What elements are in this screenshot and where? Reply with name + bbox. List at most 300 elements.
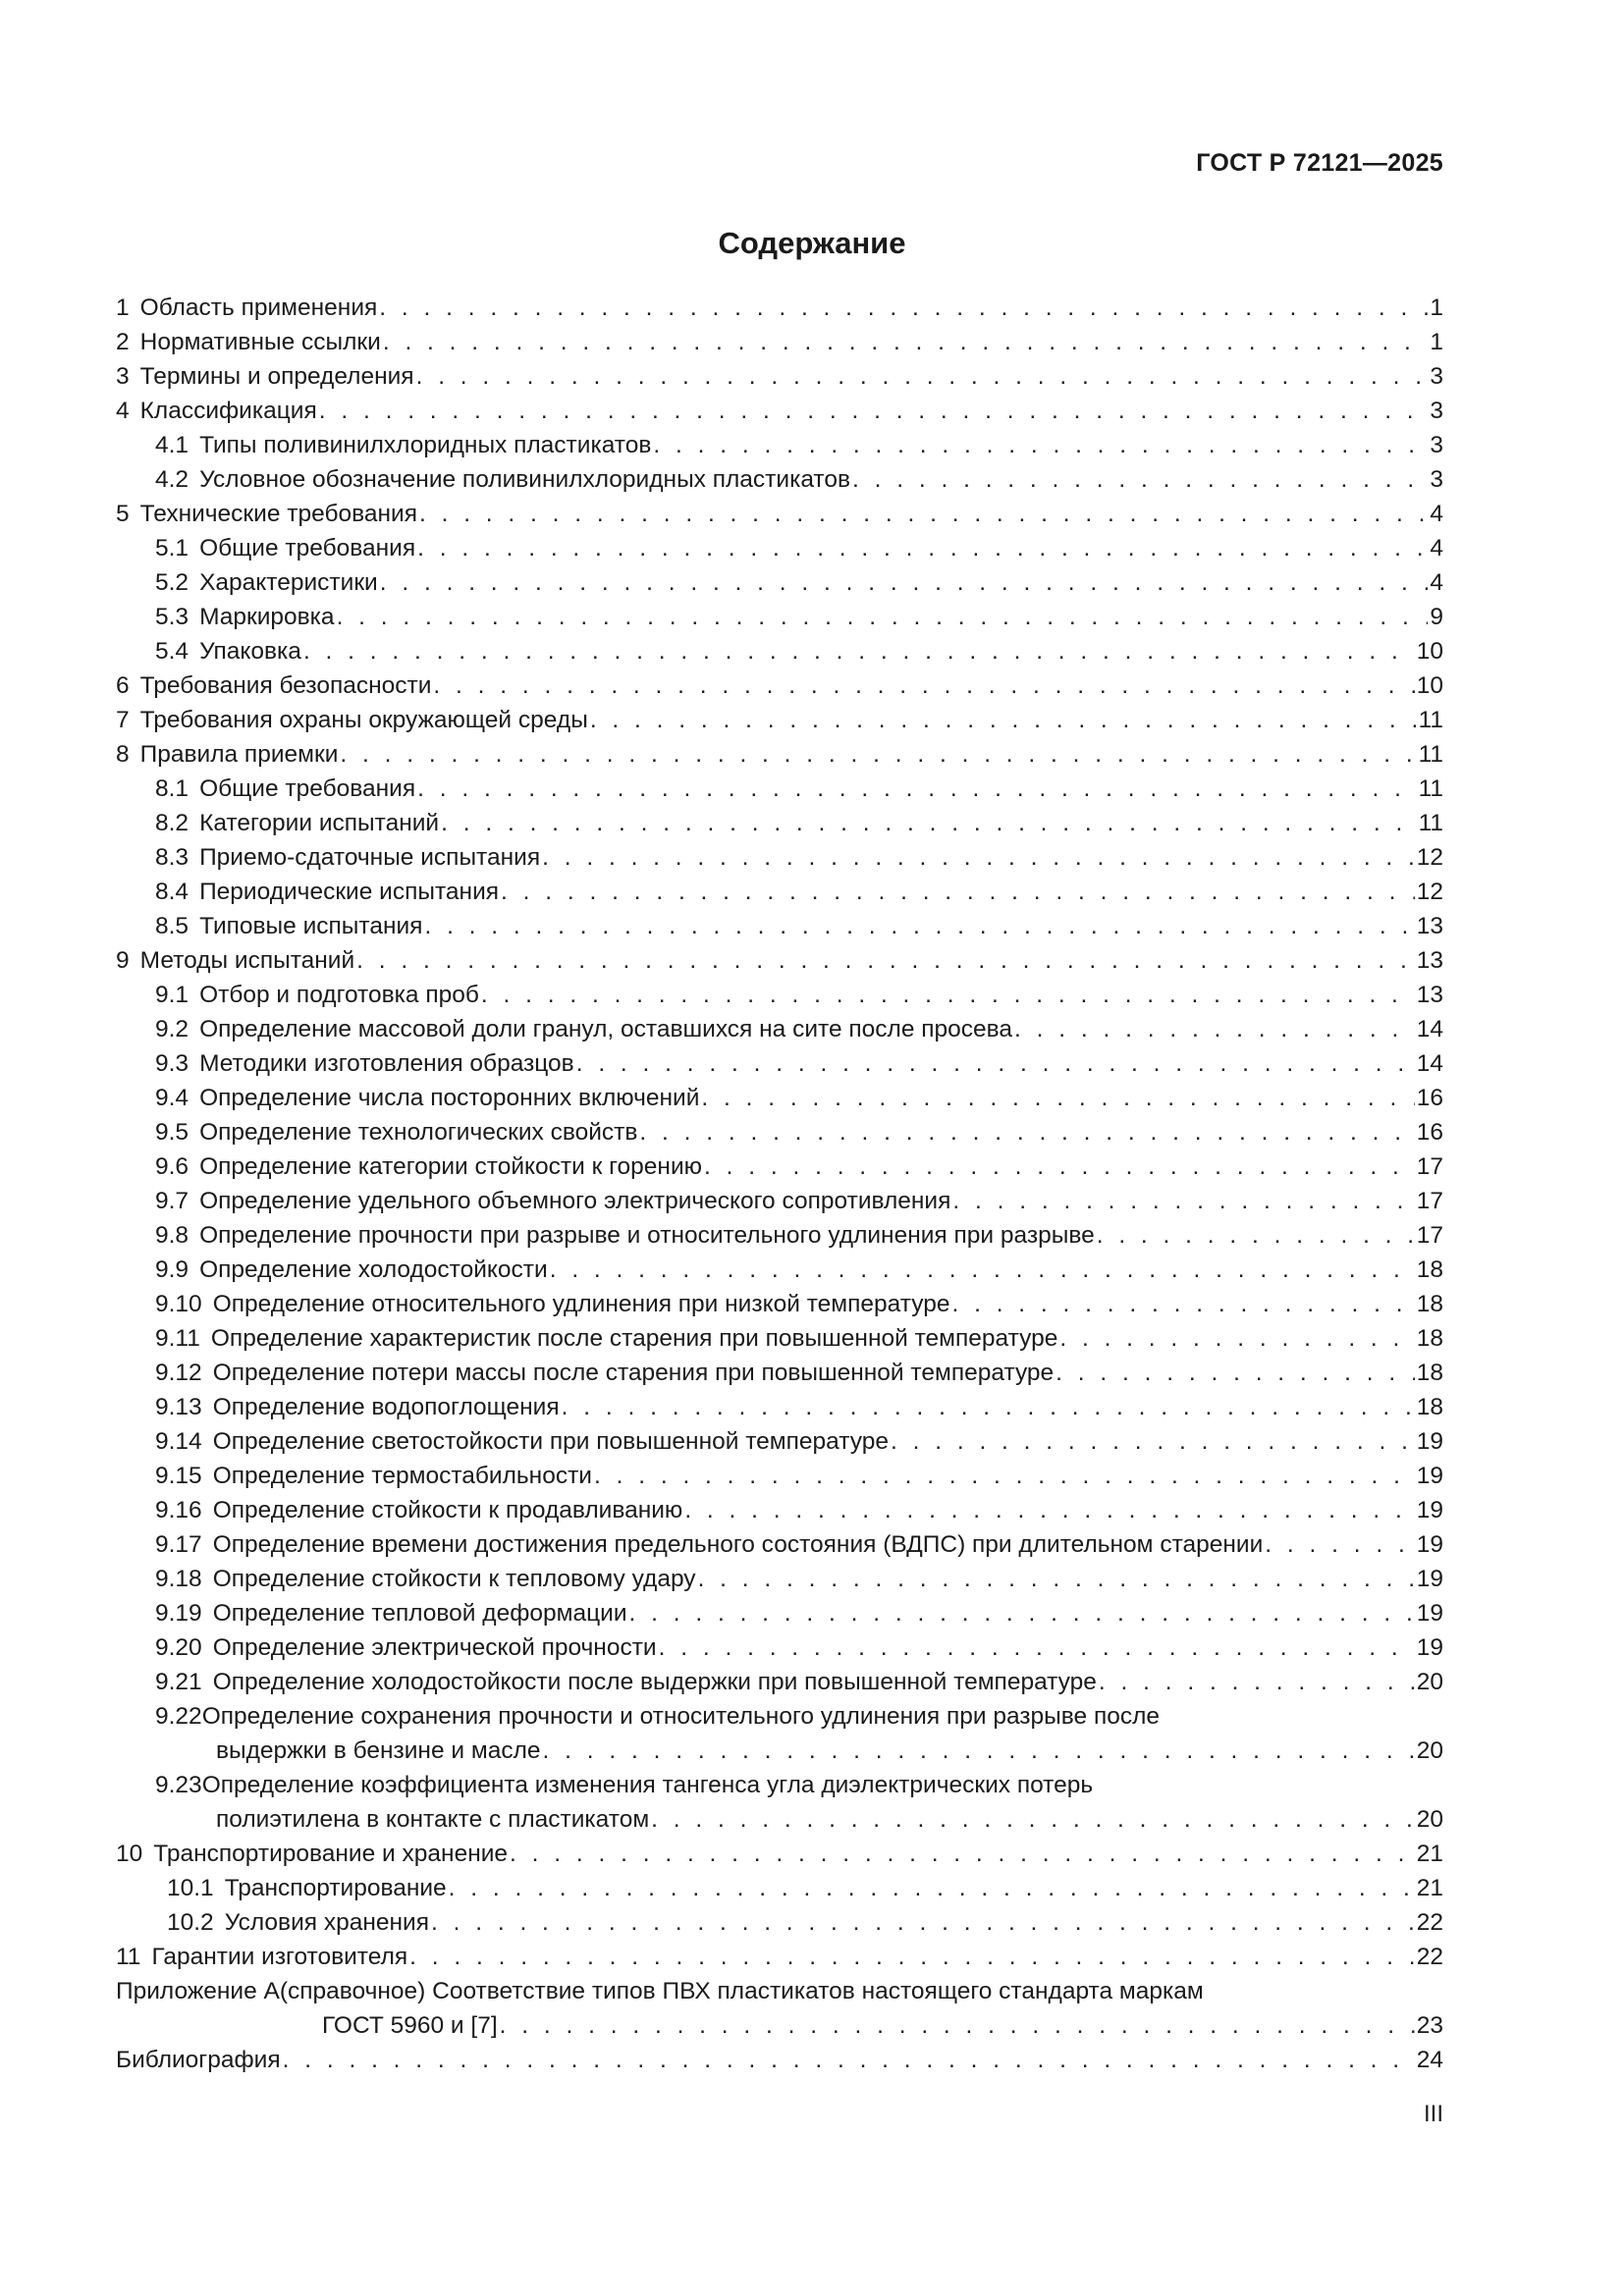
toc-entry-page: 19 — [1416, 1600, 1443, 1627]
toc-entry-label — [155, 1046, 574, 1081]
dot-leader — [380, 565, 1429, 600]
toc-entry[interactable] — [116, 1012, 1443, 1046]
toc-entry-title: Характеристики — [199, 569, 378, 596]
toc-entry-title: Категории испытаний — [199, 810, 440, 836]
toc-entry-number: 9.17 — [155, 1531, 202, 1558]
toc-entry-label — [155, 1184, 950, 1218]
toc-entry-continuation[interactable] — [116, 1802, 1443, 1837]
toc-entry-label — [155, 1115, 637, 1149]
toc-entry[interactable] — [116, 1665, 1443, 1699]
toc-entry-label — [155, 1321, 1057, 1356]
toc-entry-label — [155, 1527, 1263, 1562]
dot-leader — [417, 772, 1416, 806]
toc-entry[interactable] — [116, 1527, 1443, 1562]
toc-entry-number: 9.13 — [155, 1394, 202, 1420]
toc-entry-page: 14 — [1416, 1050, 1443, 1077]
toc-entry-title: Определение массовой доли гранул, оставшихся на сите после просева — [199, 1016, 1013, 1042]
toc-entry-number: 9.10 — [155, 1291, 202, 1317]
dot-leader — [449, 1871, 1415, 1905]
toc-entry-title: Классификация — [139, 398, 317, 424]
toc-entry[interactable] — [116, 428, 1443, 462]
toc-entry-title: Определение водопоглощения — [212, 1394, 560, 1420]
toc-entry-label — [155, 531, 415, 565]
toc-entry[interactable] — [116, 703, 1443, 737]
dot-leader — [417, 531, 1428, 565]
toc-entry[interactable] — [116, 359, 1443, 394]
toc-entry-number: 5.1 — [155, 535, 189, 561]
toc-entry-label — [155, 634, 301, 668]
toc-entry-page: 19 — [1416, 1497, 1443, 1523]
dot-leader — [562, 1390, 1415, 1424]
dot-leader — [659, 1630, 1415, 1665]
toc-entry[interactable] — [116, 1115, 1443, 1149]
toc-entry[interactable] — [116, 1905, 1443, 1940]
toc-entry-title: Определение времени достижения предельного состояния (ВДПС) при длительном старении — [212, 1531, 1264, 1558]
toc-entry-title: Приемо-сдаточные испытания — [199, 844, 541, 871]
dot-leader — [852, 462, 1428, 497]
toc-entry-number: 1 — [116, 294, 130, 321]
toc-entry-page: 13 — [1416, 913, 1443, 939]
toc-entry-title: Библиография — [116, 2047, 281, 2073]
dot-leader — [542, 840, 1415, 875]
toc-entry-title: Область применения — [139, 294, 378, 321]
toc-entry-title: Маркировка — [199, 604, 335, 630]
toc-entry[interactable] — [116, 325, 1443, 359]
toc-entry-page: 12 — [1416, 879, 1443, 905]
dot-leader — [704, 1149, 1415, 1184]
toc-entry-page: 1 — [1430, 329, 1443, 355]
dot-leader — [1014, 1012, 1415, 1046]
toc-entry-page: 17 — [1416, 1222, 1443, 1249]
dot-leader — [594, 1459, 1415, 1493]
toc-entry[interactable] — [116, 600, 1443, 634]
toc-entry-number: 5 — [116, 501, 130, 527]
toc-entry-page: 17 — [1416, 1153, 1443, 1180]
dot-leader — [441, 806, 1416, 840]
toc-entry-title-continued: ГОСТ 5960 и [7] — [322, 2012, 498, 2039]
toc-entry-label — [155, 1012, 1012, 1046]
toc-entry-title: Технические требования — [139, 501, 417, 527]
toc-entry-title: Определение термостабильности — [212, 1463, 592, 1489]
toc-entry-label — [155, 1253, 548, 1287]
toc-entry-page: 20 — [1416, 1806, 1443, 1833]
toc-entry-title: Нормативные ссылки — [139, 329, 381, 355]
toc-entry-title: Определение тепловой деформации — [212, 1600, 627, 1627]
toc-entry-page: 4 — [1430, 501, 1443, 527]
toc-entry-title: Типы поливинилхлоридных пластикатов — [199, 432, 652, 458]
toc-entry-number: 9.15 — [155, 1463, 202, 1489]
toc-entry[interactable] — [116, 840, 1443, 875]
toc-entry[interactable] — [116, 1287, 1443, 1321]
toc-entry-label — [116, 2043, 281, 2077]
document-code: ГОСТ Р 72121—2025 — [1196, 149, 1443, 177]
toc-entry-continuation[interactable] — [116, 2008, 1443, 2043]
toc-entry-page: 19 — [1416, 1634, 1443, 1661]
toc-entry-page: 3 — [1430, 432, 1443, 458]
toc-entry[interactable] — [116, 1940, 1443, 1974]
toc-entry-number: 9.18 — [155, 1566, 202, 1592]
toc-entry-label — [155, 428, 651, 462]
toc-entry-number: 5.3 — [155, 604, 189, 630]
toc-entry-page: 19 — [1416, 1531, 1443, 1558]
table-of-contents — [116, 291, 1443, 2077]
toc-entry[interactable] — [116, 909, 1443, 943]
toc-entry[interactable] — [116, 291, 1443, 325]
toc-entry-page: 11 — [1418, 741, 1443, 768]
toc-entry-number: 9.22 — [155, 1703, 202, 1730]
dot-leader — [543, 1734, 1415, 1768]
toc-entry-page: 18 — [1416, 1325, 1443, 1352]
toc-entry-title-continued: выдержки в бензине и масле — [216, 1737, 541, 1764]
dot-leader — [684, 1493, 1414, 1527]
toc-entry-number: 9.16 — [155, 1497, 202, 1523]
toc-entry-number: 9.2 — [155, 1016, 189, 1042]
dot-leader — [1059, 1321, 1414, 1356]
dot-leader — [1099, 1665, 1415, 1699]
toc-entry-label — [155, 1596, 627, 1630]
toc-entry-page: 12 — [1416, 844, 1443, 871]
toc-entry-number: 9.9 — [155, 1256, 189, 1283]
toc-entry-label — [155, 1424, 889, 1459]
toc-entry-title: Определение характеристик после старения при повышенной температуре — [210, 1325, 1058, 1352]
toc-entry-page: 21 — [1416, 1841, 1443, 1867]
toc-entry-label — [116, 943, 354, 978]
dot-leader — [416, 359, 1429, 394]
toc-entry-label — [155, 1287, 949, 1321]
toc-entry-number: 9.3 — [155, 1050, 189, 1077]
toc-entry-title: Типовые испытания — [199, 913, 423, 939]
toc-entry[interactable] — [116, 875, 1443, 909]
toc-entry-title: Транспортирование и хранение — [153, 1841, 509, 1867]
toc-entry[interactable] — [116, 1356, 1443, 1390]
toc-entry[interactable] — [116, 1046, 1443, 1081]
toc-entry-title: Гарантии изготовителя — [151, 1944, 408, 1970]
toc-entry-title: Требования безопасности — [139, 672, 432, 699]
dot-leader — [1097, 1218, 1415, 1253]
toc-entry-page: 16 — [1416, 1085, 1443, 1111]
toc-entry-page: 23 — [1416, 2012, 1443, 2039]
toc-entry-label — [155, 1356, 1054, 1390]
dot-leader — [653, 428, 1428, 462]
toc-entry[interactable] — [116, 943, 1443, 978]
toc-entry[interactable] — [116, 1149, 1443, 1184]
toc-entry-page: 24 — [1416, 2047, 1443, 2073]
toc-entry-label — [155, 1665, 1097, 1699]
toc-entry[interactable] — [116, 668, 1443, 703]
dot-leader — [891, 1424, 1415, 1459]
toc-entry-label — [155, 875, 499, 909]
toc-entry-number: 4 — [116, 398, 130, 424]
toc-entry-title: Определение сохранения прочности и относительного удлинения при разрыве после — [201, 1703, 1161, 1730]
dot-leader — [303, 634, 1415, 668]
toc-entry-label — [155, 1493, 682, 1527]
dot-leader — [629, 1596, 1415, 1630]
toc-entry-label — [116, 325, 381, 359]
toc-entry[interactable] — [116, 1253, 1443, 1287]
toc-entry-page: 9 — [1430, 604, 1443, 630]
toc-entry-label — [116, 291, 377, 325]
toc-entry-label — [167, 1871, 447, 1905]
toc-entry-label — [116, 359, 414, 394]
dot-leader — [431, 1905, 1415, 1940]
toc-entry-label — [116, 1940, 407, 1974]
toc-entry-label — [155, 772, 415, 806]
dot-leader — [424, 909, 1414, 943]
dot-leader — [340, 737, 1416, 772]
dot-leader — [952, 1184, 1414, 1218]
toc-entry[interactable] — [116, 1218, 1443, 1253]
toc-entry-number: 9.19 — [155, 1600, 202, 1627]
toc-entry-label — [155, 600, 335, 634]
dot-leader — [337, 600, 1429, 634]
toc-entry-label — [155, 1218, 1095, 1253]
toc-entry-page: 18 — [1416, 1360, 1443, 1386]
toc-entry-number: Приложение А — [116, 1978, 280, 2004]
toc-entry-number: 9.11 — [155, 1325, 200, 1352]
toc-entry-number: 9.1 — [155, 982, 189, 1008]
toc-entry-label — [155, 1630, 657, 1665]
toc-entry-label — [155, 565, 378, 600]
toc-entry-label — [167, 1905, 429, 1940]
toc-entry-title-continued: полиэтилена в контакте с пластикатом — [216, 1806, 650, 1833]
toc-entry[interactable] — [116, 1321, 1443, 1356]
toc-entry-number: 4.1 — [155, 432, 189, 458]
toc-entry-page: 21 — [1416, 1875, 1443, 1901]
dot-leader — [433, 668, 1414, 703]
dot-leader — [576, 1046, 1415, 1081]
toc-entry[interactable] — [116, 634, 1443, 668]
toc-entry-number: 8.1 — [155, 775, 189, 802]
toc-entry-title: Определение холодостойкости — [199, 1256, 548, 1283]
toc-entry-number: 9.12 — [155, 1360, 202, 1386]
page-number: III — [1423, 2101, 1443, 2127]
dot-leader — [481, 978, 1415, 1012]
toc-entry-number: 9.14 — [155, 1428, 202, 1455]
toc-entry-title: Методы испытаний — [139, 947, 355, 974]
toc-entry-number: 9.21 — [155, 1669, 202, 1695]
toc-entry-page: 10 — [1416, 672, 1443, 699]
toc-entry-number: 9.20 — [155, 1634, 202, 1661]
toc-entry-number: 10.1 — [167, 1875, 214, 1901]
toc-entry-page: 19 — [1416, 1566, 1443, 1592]
toc-entry-title: Определение светостойкости при повышенной температуре — [212, 1428, 889, 1455]
toc-entry[interactable] — [116, 978, 1443, 1012]
toc-entry-page: 11 — [1418, 775, 1443, 802]
dot-leader — [379, 291, 1428, 325]
toc-entry-number: 7 — [116, 707, 130, 733]
toc-entry-page: 13 — [1416, 947, 1443, 974]
dot-leader — [651, 1802, 1415, 1837]
toc-entry-number: 11 — [116, 1944, 141, 1970]
toc-entry-page: 20 — [1416, 1669, 1443, 1695]
toc-entry-title: Условия хранения — [224, 1909, 429, 1936]
toc-entry-page: 18 — [1416, 1291, 1443, 1317]
toc-entry-page: 17 — [1416, 1188, 1443, 1214]
toc-entry[interactable] — [116, 462, 1443, 497]
toc-entry-number: 10 — [116, 1841, 143, 1867]
toc-entry-number: 9.8 — [155, 1222, 189, 1249]
toc-entry-label — [155, 840, 540, 875]
toc-entry-label — [155, 806, 439, 840]
toc-entry-title: Отбор и подготовка проб — [199, 982, 479, 1008]
toc-entry-number: 10.2 — [167, 1909, 214, 1936]
toc-entry[interactable] — [116, 531, 1443, 565]
toc-entry-label — [116, 1837, 508, 1871]
toc-entry-label — [155, 462, 850, 497]
toc-entry-number: 8.5 — [155, 913, 189, 939]
toc-entry-label — [116, 497, 417, 531]
toc-entry[interactable] — [116, 1871, 1443, 1905]
toc-entry-number: 6 — [116, 672, 130, 699]
dot-leader — [550, 1253, 1415, 1287]
dot-leader — [1056, 1356, 1415, 1390]
toc-entry-label — [116, 737, 338, 772]
toc-entry-line[interactable] — [116, 1699, 1443, 1734]
toc-entry-title: Общие требования — [199, 535, 416, 561]
toc-entry-number: 9.6 — [155, 1153, 189, 1180]
toc-entry-page: 19 — [1416, 1463, 1443, 1489]
toc-entry-page: 4 — [1430, 535, 1443, 561]
toc-entry-page: 3 — [1430, 466, 1443, 493]
toc-entry-label — [155, 1459, 592, 1493]
dot-leader — [639, 1115, 1414, 1149]
dot-leader — [590, 703, 1417, 737]
toc-entry-page: 11 — [1418, 707, 1443, 733]
toc-entry-number: 8.3 — [155, 844, 189, 871]
toc-entry-number: 3 — [116, 363, 130, 390]
toc-entry-number: 4.2 — [155, 466, 189, 493]
toc-entry-line[interactable] — [116, 1768, 1443, 1802]
toc-entry-page: 20 — [1416, 1737, 1443, 1764]
dot-leader — [409, 1940, 1415, 1974]
toc-entry[interactable] — [116, 1184, 1443, 1218]
toc-entry-title: Определение коэффициента изменения тангенса угла диэлектрических потерь — [201, 1772, 1094, 1798]
toc-entry-page: 18 — [1416, 1256, 1443, 1283]
toc-entry-page: 19 — [1416, 1428, 1443, 1455]
toc-entry-title: (справочное) Соответствие типов ПВХ пластикатов настоящего стандарта маркам — [279, 1978, 1204, 2004]
toc-entry-number: 5.2 — [155, 569, 189, 596]
toc-entry-label — [155, 1562, 696, 1596]
dot-leader — [698, 1562, 1415, 1596]
toc-entry-title: Определение электрической прочности — [212, 1634, 657, 1661]
toc-entry-title: Упаковка — [199, 638, 301, 665]
toc-entry[interactable] — [116, 1562, 1443, 1596]
toc-entry-number: 5.4 — [155, 638, 189, 665]
toc-entry-page: 18 — [1416, 1394, 1443, 1420]
toc-entry-label — [116, 703, 588, 737]
toc-entry-page: 4 — [1430, 569, 1443, 596]
toc-entry-title: Определение технологических свойств — [199, 1119, 638, 1146]
toc-entry-label — [155, 978, 479, 1012]
toc-entry[interactable] — [116, 1630, 1443, 1665]
toc-entry[interactable] — [116, 1081, 1443, 1115]
dot-leader — [356, 943, 1415, 978]
dot-leader — [419, 497, 1428, 531]
dot-leader — [500, 2008, 1415, 2043]
toc-entry-title: Условное обозначение поливинилхлоридных пластикатов — [199, 466, 851, 493]
page-title: Содержание — [718, 226, 906, 260]
toc-entry-title: Транспортирование — [224, 1875, 447, 1901]
toc-entry-page: 10 — [1416, 638, 1443, 665]
toc-entry-page: 3 — [1430, 398, 1443, 424]
toc-entry-title: Определение удельного объемного электрического сопротивления — [199, 1188, 951, 1214]
toc-entry-title: Периодические испытания — [199, 879, 500, 905]
toc-entry-page: 22 — [1416, 1944, 1443, 1970]
toc-entry-page: 11 — [1418, 810, 1443, 836]
dot-leader — [283, 2043, 1415, 2077]
dot-leader — [951, 1287, 1414, 1321]
toc-entry[interactable] — [116, 1837, 1443, 1871]
toc-entry-title: Требования охраны окружающей среды — [139, 707, 588, 733]
toc-entry-number: 9.7 — [155, 1188, 189, 1214]
toc-entry-number: 8 — [116, 741, 130, 768]
toc-entry[interactable] — [116, 1596, 1443, 1630]
toc-entry-title: Термины и определения — [139, 363, 414, 390]
toc-entry[interactable] — [116, 772, 1443, 806]
toc-entry[interactable] — [116, 1493, 1443, 1527]
toc-entry-title: Определение стойкости к продавливанию — [212, 1497, 683, 1523]
toc-entry[interactable] — [116, 1390, 1443, 1424]
toc-entry-number: 9.4 — [155, 1085, 189, 1111]
toc-entry-label — [155, 1081, 699, 1115]
toc-entry[interactable] — [116, 1459, 1443, 1493]
toc-entry-title: Правила приемки — [139, 741, 339, 768]
toc-entry-continuation[interactable] — [116, 1734, 1443, 1768]
toc-entry-title: Определение числа посторонних включений — [199, 1085, 700, 1111]
toc-entry-label — [116, 394, 317, 428]
toc-entry[interactable] — [116, 806, 1443, 840]
toc-entry-page: 16 — [1416, 1119, 1443, 1146]
toc-entry-label — [116, 668, 431, 703]
toc-entry-label — [155, 909, 422, 943]
toc-entry-label — [155, 1390, 560, 1424]
toc-entry[interactable] — [116, 1424, 1443, 1459]
toc-entry-title: Определение потери массы после старения при повышенной температуре — [212, 1360, 1055, 1386]
toc-entry-page: 13 — [1416, 982, 1443, 1008]
dot-leader — [383, 325, 1429, 359]
dot-leader — [319, 394, 1429, 428]
toc-entry-page: 1 — [1430, 294, 1443, 321]
toc-entry-number: 8.2 — [155, 810, 189, 836]
dot-leader — [510, 1837, 1415, 1871]
toc-entry-number: 8.4 — [155, 879, 189, 905]
toc-entry-title: Определение прочности при разрыве и относительного удлинения при разрыве — [199, 1222, 1095, 1249]
toc-entry-title: Определение категории стойкости к горению — [199, 1153, 703, 1180]
toc-entry-number: 9.5 — [155, 1119, 189, 1146]
toc-entry-number: 2 — [116, 329, 130, 355]
toc-entry-page: 3 — [1430, 363, 1443, 390]
toc-entry-label — [155, 1149, 702, 1184]
toc-entry-title: Общие требования — [199, 775, 416, 802]
dot-leader — [501, 875, 1415, 909]
toc-entry[interactable] — [116, 394, 1443, 428]
toc-entry[interactable] — [116, 737, 1443, 772]
toc-entry-title: Методики изготовления образцов — [199, 1050, 574, 1077]
dot-leader — [1265, 1527, 1414, 1562]
toc-entry-line[interactable] — [116, 1974, 1443, 2008]
toc-entry-page: 14 — [1416, 1016, 1443, 1042]
toc-entry-title: Определение холодостойкости после выдержки при повышенной температуре — [212, 1669, 1097, 1695]
toc-entry[interactable] — [116, 497, 1443, 531]
toc-entry[interactable] — [116, 565, 1443, 600]
toc-entry[interactable] — [116, 2043, 1443, 2077]
toc-entry-title: Определение относительного удлинения при низкой температуре — [212, 1291, 950, 1317]
toc-entry-number: 9 — [116, 947, 130, 974]
toc-entry-number: 9.23 — [155, 1772, 202, 1798]
dot-leader — [701, 1081, 1414, 1115]
toc-entry-page: 22 — [1416, 1909, 1443, 1936]
toc-entry-title: Определение стойкости к тепловому удару — [212, 1566, 696, 1592]
